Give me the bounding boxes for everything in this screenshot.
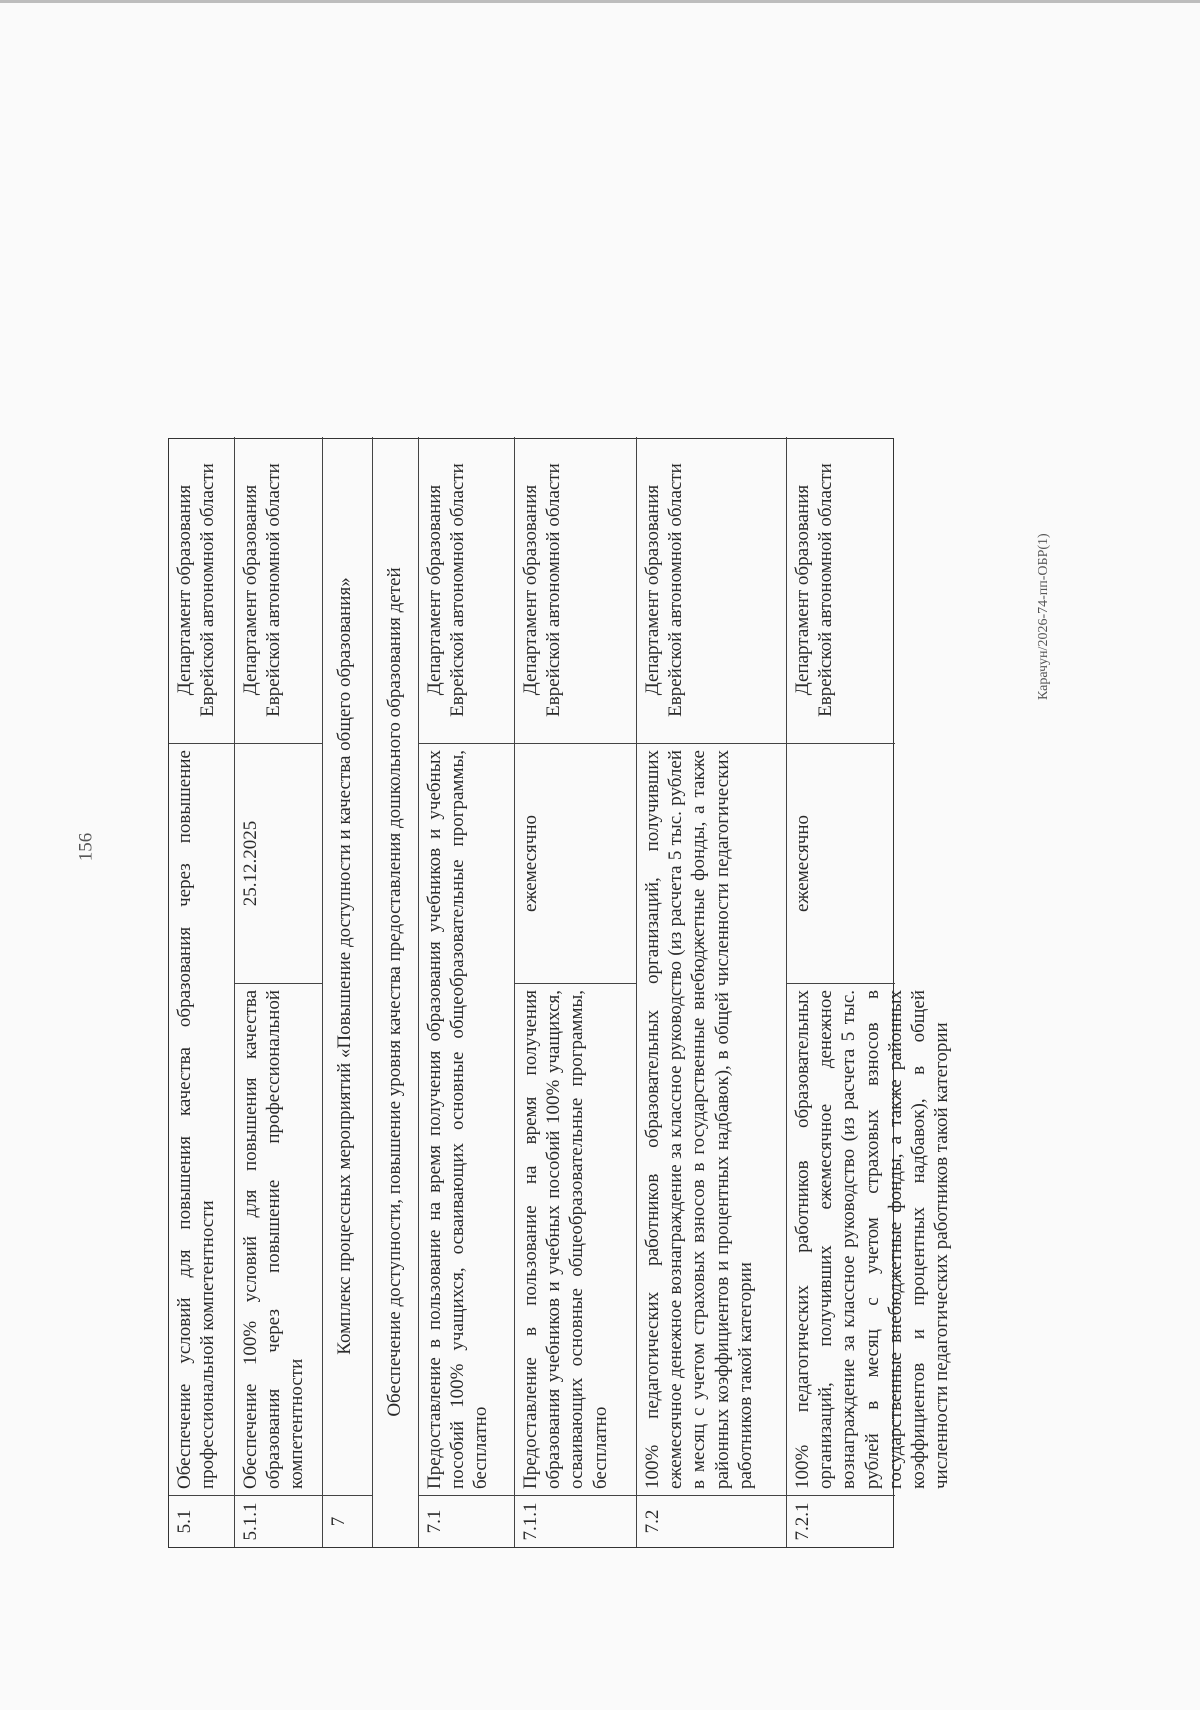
section-subheading: Обеспечение доступности, повышение уровня качества предоставления дошкольного образования детей bbox=[373, 437, 419, 1547]
row-term: ежемесячно bbox=[515, 743, 637, 983]
page-number: 156 bbox=[75, 832, 97, 862]
row-number: 7.1 bbox=[419, 1495, 515, 1547]
row-measure-text: Предоставление в пользование на время получения образования учебников и учебных пособий 100% учащихся, осваивающих основные общеобразовательные программы, бесплатно bbox=[419, 743, 515, 1495]
row-term: ежемесячно bbox=[787, 743, 895, 983]
row-responsible: Департамент образования Еврейской автономной области bbox=[792, 463, 837, 717]
row-responsible: Департамент образования Еврейской автономной области bbox=[169, 437, 235, 743]
document-code: Карачун/2026-74-пп-ОБР(1) bbox=[1036, 533, 1051, 700]
row-measure-text: 100% педагогических работников образовательных организаций, получивших ежемесячное денежное вознаграждение за классное руководство (из расчета 5 тыс. рублей в месяц с учетом страховых взносов в государственные внебюджетные фонды, а также районных коэффициентов и процентных надбавок), в общей численности педагогических работников такой категории bbox=[787, 983, 895, 1495]
row-measure-text: Предоставление в пользование на время получения образования учебников и учебных пособий 100% учащихся, осваивающих основные общеобразовательные программы, бесплатно bbox=[515, 983, 637, 1495]
measures-table bbox=[168, 438, 953, 1548]
section-number: 7 bbox=[323, 1495, 373, 1547]
section-heading: Комплекс процессных мероприятий «Повышение доступности и качества общего образования» bbox=[323, 437, 373, 1495]
row-number: 7.2 bbox=[637, 1495, 787, 1547]
scan-edge bbox=[0, 0, 1200, 3]
row-responsible: Департамент образования Еврейской автономной области bbox=[515, 437, 637, 743]
row-responsible: Департамент образования Еврейской автономной области bbox=[637, 437, 787, 743]
row-responsible: Департамент образования Еврейской автономной области bbox=[235, 437, 323, 743]
row-term: 25.12.2025 bbox=[235, 743, 323, 983]
row-number: 5.1 bbox=[169, 1495, 235, 1547]
row-number: 5.1.1 bbox=[235, 1495, 323, 1547]
row-measure-text: Обеспечение условий для повышения качества образования через повышение профессиональной компетентности bbox=[169, 743, 235, 1495]
row-number: 7.2.1 bbox=[787, 1495, 895, 1547]
row-responsible: Департамент образования Еврейской автономной области bbox=[419, 437, 515, 743]
row-measure-text: Обеспечение 100% условий для повышения качества образования через повышение профессиональной компетентности bbox=[235, 983, 323, 1495]
row-measure-text: 100% педагогических работников образовательных организаций, получивших ежемесячное денежное вознаграждение за классное руководство (из расчета 5 тыс. рублей в месяц с учетом страховых взносов в государственные внебюджетные фонды, а также районных коэффициентов и процентных надбавок), в общей численности педагогических работников такой категории bbox=[637, 743, 787, 1495]
row-number: 7.1.1 bbox=[515, 1495, 637, 1547]
